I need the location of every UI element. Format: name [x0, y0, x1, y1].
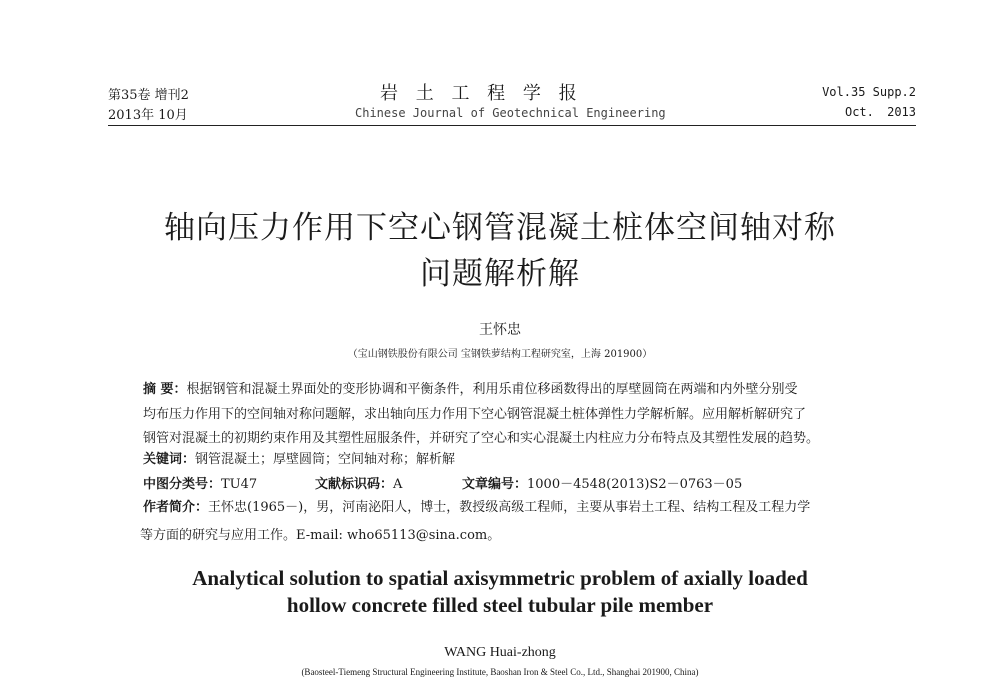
keywords-label: 关键词： — [143, 452, 196, 467]
volume-issue-en: Vol.35 Supp.2 — [822, 85, 916, 99]
english-title-line2: hollow concrete filled steel tubular pile member — [286, 593, 714, 617]
journal-title-cn: 岩 土 工 程 学 报 — [380, 83, 583, 104]
author-bio-line1 — [143, 496, 810, 515]
clc-label: 中图分类号： — [143, 477, 222, 492]
author-bio-line2: 等方面的研究与应用工作。E-mail: who65113@sina.com。 — [140, 528, 501, 543]
author-cn: 王怀忠 — [479, 322, 521, 338]
doc-value: A — [393, 477, 403, 492]
bio-label: 作者简介： — [143, 500, 209, 515]
article-number — [462, 473, 742, 492]
keywords — [143, 448, 455, 467]
paper-title-line2: 问题解析解 — [420, 256, 580, 292]
date-cn: 2013年 10月 — [108, 108, 188, 123]
abstract-line3: 钢管对混凝土的初期约束作用及其塑性屈服条件，并研究了空心和实心混凝土内柱应力分布特点及其塑性发展的趋势。 — [143, 431, 820, 446]
date-en: Oct. 2013 — [844, 105, 916, 119]
author-en: WANG Huai-zhong — [444, 645, 556, 660]
article-value: 1000－4548(2013)S2－0763－05 — [527, 477, 743, 492]
abstract-line2: 均布压力作用下的空间轴对称问题解，求出轴向压力作用下空心钢管混凝土桩体弹性力学解析解。应用解析解研究了 — [143, 407, 807, 422]
volume-issue-cn: 第35卷 增刊2 — [108, 88, 189, 103]
keywords-text: 钢管混凝土；厚壁圆筒；空间轴对称；解析解 — [195, 452, 456, 467]
abstract-text-1: 根据钢管和混凝土界面处的变形协调和平衡条件，利用乐甫位移函数得出的厚壁圆筒在两端和内外壁分别受 — [186, 382, 798, 397]
clc-value: TU47 — [221, 477, 258, 492]
abstract-label: 摘 要： — [143, 382, 187, 397]
abstract-line1 — [143, 378, 798, 397]
affiliation-en: (Baosteel-Tiemeng Structural Engineering Institute, Baoshan Iron & Steel Co., Ltd., Shanghai 201900, China) — [301, 667, 699, 677]
affiliation-cn: （宝山钢铁股份有限公司 宝钢铁萝结构工程研究室，上海 201900） — [347, 349, 653, 360]
doc-label: 文献标识码： — [315, 477, 394, 492]
header-rule — [108, 125, 916, 126]
article-label: 文章编号： — [462, 477, 528, 492]
journal-title-en: Chinese Journal of Geotechnical Engineering — [355, 106, 666, 120]
document-code — [315, 473, 402, 492]
bio-text-1: 王怀忠(1965－)，男，河南泌阳人，博士，教授级高级工程师，主要从事岩土工程、结构工程及工程力学 — [208, 500, 811, 515]
clc-number — [143, 473, 257, 492]
english-title-line1: Analytical solution to spatial axisymmetric problem of axially loaded — [192, 566, 808, 590]
paper-title-line1: 轴向压力作用下空心钢管混凝土桩体空间轴对称 — [164, 210, 836, 246]
